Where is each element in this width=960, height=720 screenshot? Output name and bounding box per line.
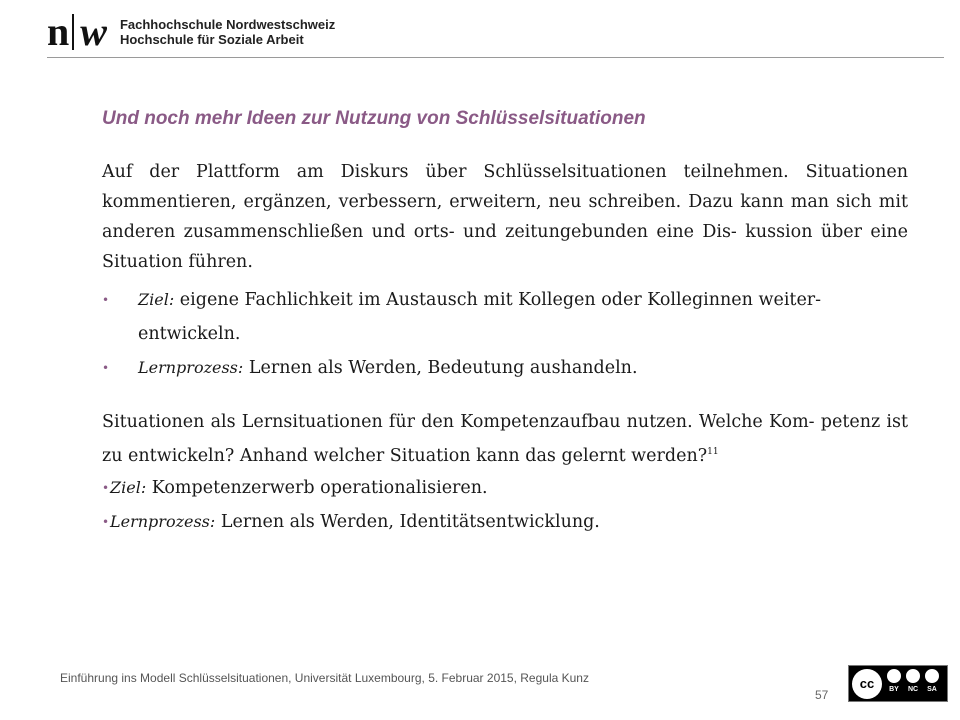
- slide-title: Und noch mehr Ideen zur Nutzung von Schlüsselsituationen: [102, 108, 646, 129]
- org-name-line2: Hochschule für Soziale Arbeit: [119, 32, 304, 47]
- logo-divider: [72, 14, 74, 50]
- org-name-line1: Fachhochschule Nordwestschweiz: [119, 17, 336, 32]
- bullet-dot-icon: •: [102, 361, 110, 375]
- list-item: [102, 283, 908, 351]
- bullet-term: Ziel:: [110, 477, 147, 497]
- bullet-text: eigene Fachlichkeit im Austausch mit Kollegen oder Kolleginnen weiter- entwickeln.: [138, 290, 822, 344]
- section2-text: Situationen als Lernsituationen für den Kompetenzaufbau nutzen. Welche Kom- petenz ist zu entwickeln? Anhand welcher Situation kann das gelernt werden?: [102, 412, 908, 466]
- bullet-text: Lernen als Werden, Bedeutung aushandeln.: [248, 358, 638, 378]
- list-item: [102, 351, 908, 385]
- logo-n: n: [47, 9, 69, 54]
- footer-text: Einführung ins Modell Schlüsselsituationen, Universität Luxembourg, 5. Februar 2015, Regula Kunz: [60, 671, 589, 685]
- section1-bullets: [102, 283, 908, 385]
- cc-sa-icon: SA: [924, 668, 940, 693]
- bullet-term: Lernprozess:: [138, 358, 244, 377]
- bullet-text: Lernen als Werden, Identitätsentwicklung.: [220, 511, 600, 532]
- footnote-ref: 11: [707, 447, 719, 457]
- org-name: [120, 17, 335, 47]
- section2-paragraph: [102, 407, 908, 471]
- page-number: 57: [815, 688, 829, 702]
- logo-w: w: [80, 9, 106, 54]
- bullet-term: Ziel:: [138, 290, 175, 309]
- bullet-dot-icon: •: [102, 480, 110, 495]
- section1-paragraph: Auf der Plattform am Diskurs über Schlüsselsituationen teilnehmen. Situationen kommentieren, ergänzen, verbessern, erweitern, neu schreiben. Dazu kann man sich mit anderen zusammenschließen und orts- und zeitungebunden eine Dis- kussion über eine Situation führen.: [102, 162, 908, 272]
- cc-logo-icon: cc: [852, 669, 882, 699]
- bullet-dot-icon: •: [102, 514, 110, 529]
- list-item: [102, 471, 908, 505]
- header: [47, 9, 336, 54]
- cc-nc-icon: NC: [905, 668, 921, 693]
- bullet-text: Kompetenzerwerb operationalisieren.: [151, 477, 488, 498]
- list-item: [102, 505, 908, 539]
- slide-content: [102, 157, 908, 539]
- bullet-term: Lernprozess:: [110, 511, 216, 531]
- section2-bullets: [102, 471, 908, 539]
- creative-commons-icon[interactable]: [848, 665, 948, 702]
- cc-by-icon: BY: [886, 668, 902, 693]
- fhnw-logo: [47, 9, 106, 54]
- bullet-dot-icon: •: [102, 293, 110, 307]
- header-divider: [47, 57, 944, 58]
